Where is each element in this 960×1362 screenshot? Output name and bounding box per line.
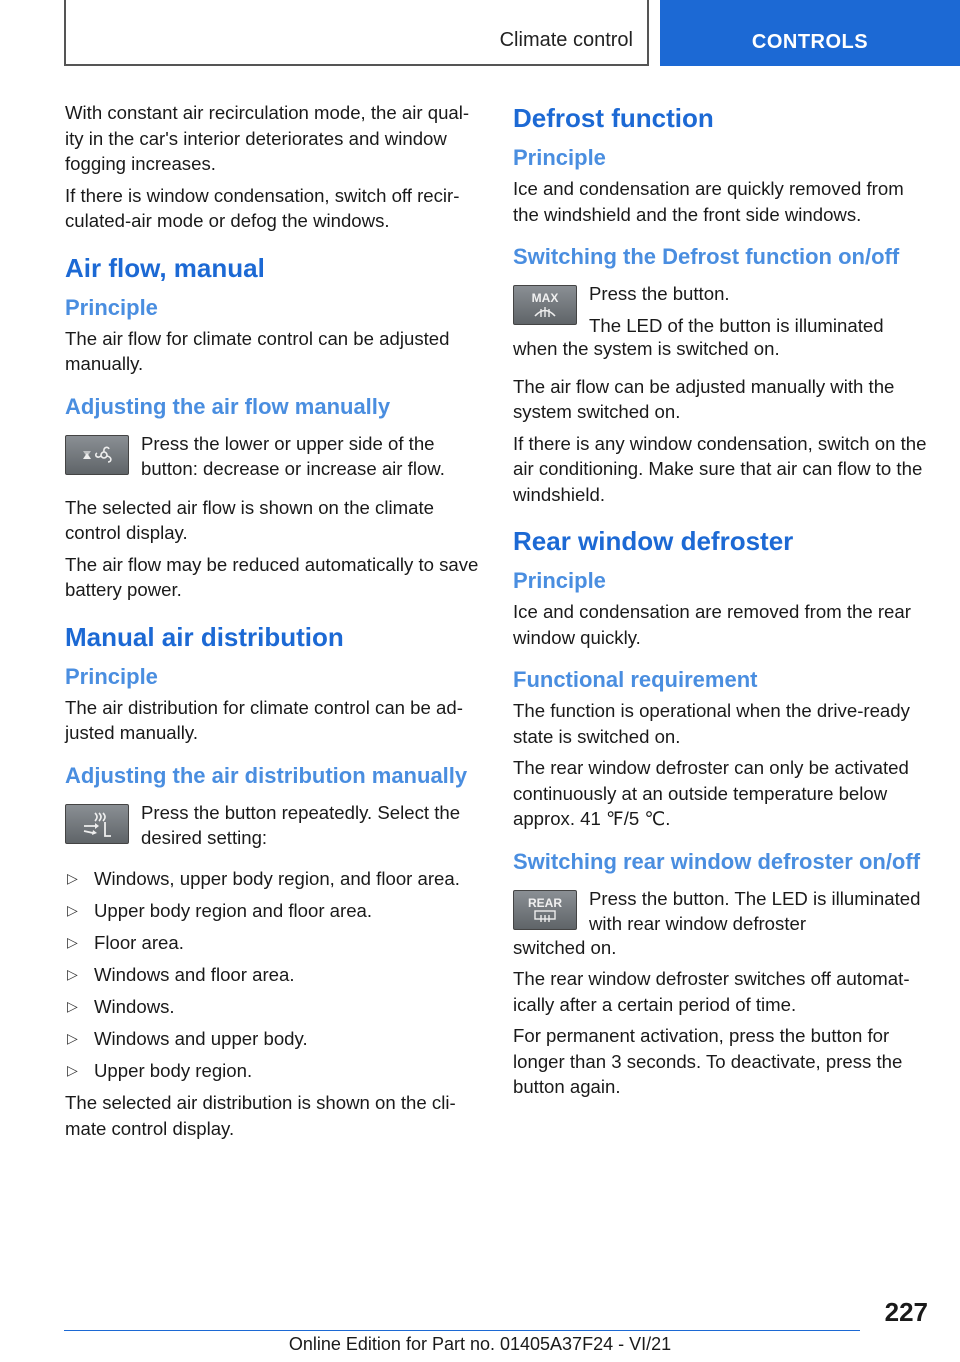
max-button-label: MAX <box>531 291 559 305</box>
distribution-outro: The selected air distribution is shown on the climate control display. <box>65 1092 456 1139</box>
max-defrost-button-icon <box>513 285 577 325</box>
list-item: ▷ Floor area. <box>65 930 480 956</box>
air-distribution-button-icon <box>65 804 129 844</box>
subtitle-adjust-distribution: Adjusting the air distribution manually <box>65 762 468 788</box>
requirement-paragraph-2: The rear window defroster can only be activated continuously at an outside temperature below approx. 41 ℉/5 ℃. <box>513 757 909 829</box>
defrost-paragraph-2: If there is any window condensation, switch on the air conditioning. Make sure that air can flow to the windshield. <box>513 432 927 505</box>
distribution-principle-text: The air distribution for climate control can be adjusted manually. <box>65 696 463 743</box>
defrost-led-text-b: when the system is switched on. <box>513 338 780 359</box>
airflow-button-text: Press the lower or upper side of the button: decrease or increase air flow. <box>141 432 445 479</box>
triangle-bullet-icon: ▷ <box>67 1062 78 1079</box>
header-section-title: Climate control <box>499 29 633 51</box>
list-item: ▷ Windows and upper body. <box>65 1026 480 1052</box>
rear-paragraph-1: The rear window defroster switches off automatically after a certain period of time. <box>513 968 910 1015</box>
defrost-led-text-a: The LED of the button is illuminated <box>589 314 884 336</box>
rear-button-text-continued: switched on. <box>513 936 617 958</box>
section-title-air-flow: Air flow, manual <box>65 252 265 283</box>
intro-paragraph-1: With constant air recirculation mode, the air quality in the car's interior deteriorates and window fogging increases. <box>65 102 470 174</box>
left-column <box>65 100 480 1147</box>
right-column <box>513 100 928 1106</box>
distribution-button-text: Press the button repeatedly. Select the desired setting: <box>141 801 461 848</box>
list-item: ▷ Windows, upper body region, and floor area. <box>65 866 480 892</box>
defrost-paragraph-1: The air flow can be adjusted manually with the system switched on. <box>513 375 895 422</box>
rear-button-instruction <box>513 886 928 937</box>
footer-edition-text: Online Edition for Part no. 01405A37F24 - VI/21 <box>288 1334 672 1354</box>
subtitle-principle: Principle <box>513 568 606 593</box>
defrost-button-instruction <box>513 281 928 338</box>
airflow-paragraph-2: The air flow may be reduced automatically to save battery power. <box>65 553 479 600</box>
page-number: 227 <box>884 1297 928 1327</box>
page-header <box>0 0 960 66</box>
defrost-principle-text: Ice and condensation are quickly removed from the windshield and the front side windows. <box>513 178 904 225</box>
section-title-rear-defroster: Rear window defroster <box>513 526 794 556</box>
triangle-bullet-icon: ▷ <box>67 933 78 950</box>
subtitle-adjust-air-flow: Adjusting the air flow manually <box>65 393 391 419</box>
triangle-bullet-icon: ▷ <box>67 997 78 1014</box>
rear-defrost-button-icon <box>513 890 577 930</box>
airflow-paragraph-1: The selected air flow is shown on the climate control display. <box>65 496 434 543</box>
section-title-air-distribution: Manual air distribution <box>65 621 344 652</box>
subtitle-switch-defrost: Switching the Defrost function on/off <box>513 244 900 269</box>
fan-button-icon <box>65 435 129 475</box>
triangle-bullet-icon: ▷ <box>67 1029 78 1046</box>
triangle-bullet-icon: ▷ <box>67 901 78 918</box>
rear-button-label: REAR <box>527 895 562 910</box>
header-chapter-tab <box>660 0 960 66</box>
list-item: ▷ Windows. <box>65 994 480 1020</box>
header-chapter-title: CONTROLS <box>751 31 869 53</box>
subtitle-principle: Principle <box>65 294 158 320</box>
subtitle-functional-requirement: Functional requirement <box>513 667 758 692</box>
list-item: ▷ Upper body region. <box>65 1058 480 1084</box>
distribution-settings-list <box>65 866 480 1084</box>
section-title-defrost: Defrost function <box>513 103 714 133</box>
subtitle-principle: Principle <box>65 663 158 689</box>
rear-paragraph-2: For permanent activation, press the button for longer than 3 seconds. To deactivate, press the button again. <box>513 1025 903 1097</box>
distribution-button-instruction <box>65 800 480 856</box>
airflow-principle-text: The air flow for climate control can be adjusted manually. <box>65 327 450 374</box>
defrost-button-text: Press the button. <box>589 283 730 304</box>
airflow-button-instruction <box>65 431 480 487</box>
intro-paragraph-2: If there is window condensation, switch off recirculated-air mode or defog the windows. <box>65 184 460 231</box>
subtitle-principle: Principle <box>513 145 606 170</box>
list-item: ▷ Windows and floor area. <box>65 962 480 988</box>
header-section-box <box>64 0 649 66</box>
subtitle-switch-rear-defroster: Switching rear window defroster on/off <box>513 848 921 874</box>
requirement-paragraph-1: The function is operational when the drive-ready state is switched on. <box>513 700 910 747</box>
list-item: ▷ Upper body region and floor area. <box>65 898 480 924</box>
rear-principle-text: Ice and condensation are removed from the rear window quickly. <box>513 601 911 648</box>
triangle-bullet-icon: ▷ <box>67 965 78 982</box>
footer-divider <box>64 1330 860 1331</box>
triangle-bullet-icon: ▷ <box>67 869 78 886</box>
rear-button-text: Press the button. The LED is illuminated with rear window defroster <box>589 887 921 934</box>
